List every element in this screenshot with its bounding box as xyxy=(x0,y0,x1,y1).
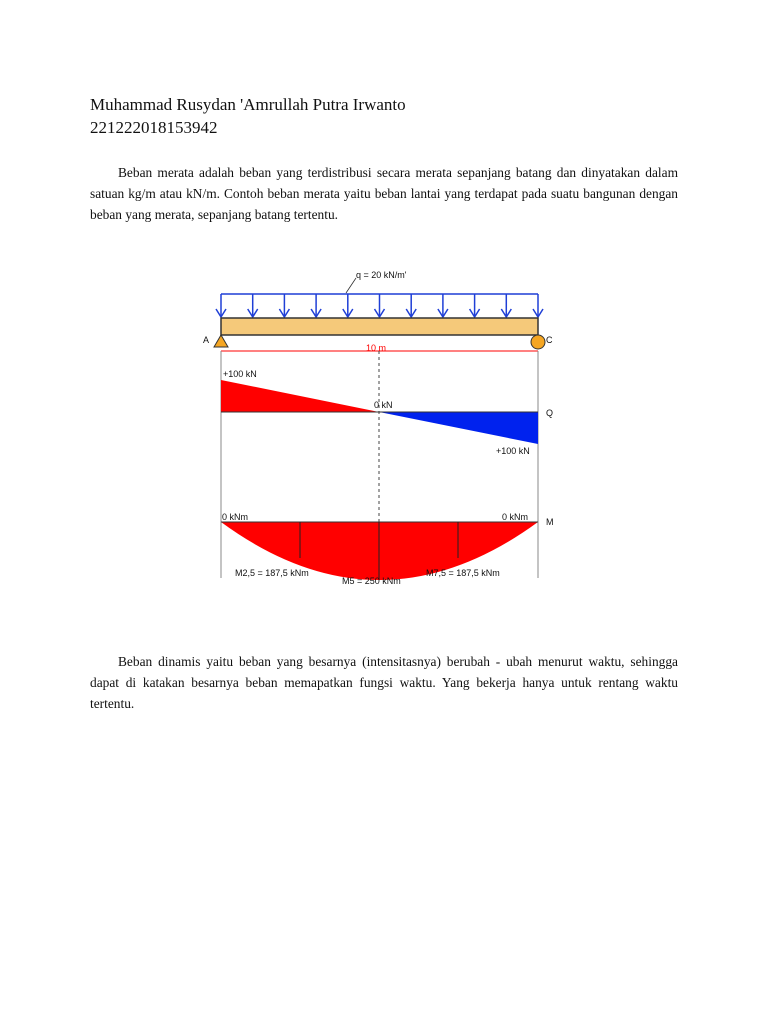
paragraph-dynamic-load: Beban dinamis yaitu beban yang besarnya (intensitasnya) berubah - ubah menurut waktu, sehingga dapat di katakan besarnya beban memapatkan fungsi waktu. Yang bekerja hanya untuk rentang waktu tertentu. xyxy=(90,654,678,711)
shear-right-label: +100 kN xyxy=(496,446,530,456)
shear-positive-area xyxy=(221,380,379,412)
support-a-label: A xyxy=(203,335,210,345)
load-label-leader xyxy=(346,278,356,293)
shear-left-label: +100 kN xyxy=(223,369,257,379)
moment-quarter-right-label: M7,5 = 187,5 kNm xyxy=(426,568,500,578)
moment-left-label: 0 kNm xyxy=(222,512,249,522)
beam-diagram-svg xyxy=(196,258,576,598)
student-id: 221222018153942 xyxy=(90,118,218,137)
paragraph-uniform-load: Beban merata adalah beban yang terdistribusi secara merata sepanjang batang dan dinyatakan dalam satuan kg/m atau kN/m. Contoh beban merata yaitu beban lantai yang terdapat pada suatu bangunan dengan beban yang merata, sepanjang batang tertentu. xyxy=(90,165,678,222)
load-label: q = 20 kN/m' xyxy=(356,270,407,280)
support-c-label: C xyxy=(546,335,553,345)
load-arrows xyxy=(216,294,543,317)
distributed-load xyxy=(216,294,543,317)
shear-axis-label: Q xyxy=(546,408,554,418)
author-name: Muhammad Rusydan 'Amrullah Putra Irwanto xyxy=(90,95,406,114)
moment-right-label: 0 kNm xyxy=(502,512,529,522)
author-block xyxy=(90,93,406,139)
shear-zero-label: 0 kN xyxy=(374,400,393,410)
pin-support-icon xyxy=(214,335,228,347)
beam-diagram xyxy=(196,258,576,598)
moment-mid-label: M5 = 250 kNm xyxy=(342,576,401,586)
span-label: 10 m xyxy=(366,343,387,353)
moment-quarter-left-label: M2,5 = 187,5 kNm xyxy=(235,568,309,578)
moment-axis-label: M xyxy=(546,517,554,527)
shear-negative-area xyxy=(379,412,538,444)
roller-support-icon xyxy=(531,335,545,349)
beam xyxy=(221,318,538,335)
